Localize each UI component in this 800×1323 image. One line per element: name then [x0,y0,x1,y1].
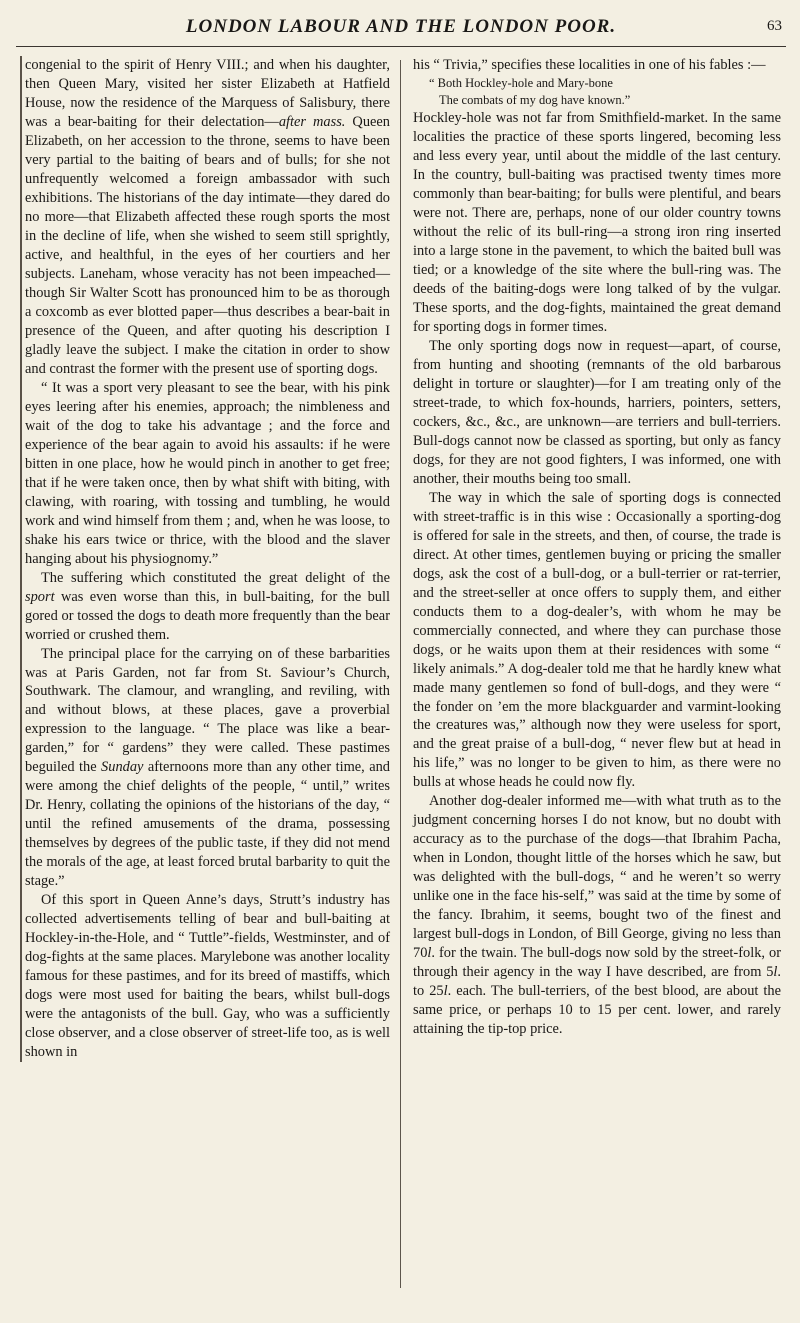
paragraph: The principal place for the carrying on of these barbarities was at Paris Garden, not far from St. Saviour’s Church, Southwark. The clamour, and wrangling, and reviling, with and without blows, at these places, gave a proverbial expression to the language. “ The place was like a bear-garden,” for “ gardens” they were called. These pastimes beguiled the Sunday afternoons more than any other time, and were among the chief delights of the people, “ until,” writes Dr. Henry, collating the opinions of the historians of the day, “ until the refined amusements of the drama, possessing themselves by degrees of the public taste, if they did not mend the morals of the age, at least forced brutal barbarity to quit the stage.” [25,645,390,890]
page-number: 63 [767,18,782,34]
paragraph: congenial to the spirit of Henry VIII.; and when his daughter, then Queen Mary, visited her sister Elizabeth at Hatfield House, now the residence of the Marquess of Salisbury, there was a bear-baiting for their delectation—after mass. Queen Elizabeth, on her accession to the throne, seems to have been very partial to the baiting of bears and of bulls; for she not unfrequently welcomed a foreign ambassador with such exhibitions. The historians of the day intimate—they dared do no more—that Elizabeth affected these rough sports the most in the decline of life, when she wished to seem still sprightly, active, and healthful, in the eyes of her courtiers and her subjects. Laneham, whose veracity has not been impeached—though Sir Walter Scott has pronounced him to be as thorough a coxcomb as ever blotted paper—thus describes a bear-bait in presence of the Queen, and after quoting his description I gladly leave the subject. I make the citation in order to show and contrast the former with the present use of sporting dogs. [25,57,390,377]
italic-text: Sunday [101,759,144,776]
italic-text: l [773,964,778,981]
paragraph: Another dog-dealer informed me—with what truth as to the judgment concerning horses I do not know, but no doubt with accuracy as to the purchase of the dogs—that Ibrahim Pacha, when in London, thought little of the horses which he saw, but was delighted with the bull-dogs, “ and he weren’t so werry unlike one in the face his-self,” was said at the time by some of the fancy. Ibrahim, it seems, bought two of the finest and largest bull-dogs in London, of Bill George, giving no less than 70l. for the twain. The bull-dogs now sold by the street-folk, or through their agency in the way I have described, are from 5l. to 25l. each. The bull-terriers, of the best blood, are about the same price, or perhaps 10 to 15 per cent. lower, and rarely attaining the tip-top price. [413,793,781,1038]
verse-line: The combats of my dog have known.” [439,92,631,107]
page-title: LONDON LABOUR AND THE LONDON POOR. [185,16,617,37]
column-divider [400,60,401,1288]
paragraph: his “ Trivia,” specifies these localities in one of his fables :— [413,57,766,73]
running-header [16,6,786,47]
paragraph: The only sporting dogs now in request—apart, of course, from hunting and shooting (remnants of the old barbarous delight in torture or slaughter)—for I am treating only of the street-trade, to which fox-hounds, harriers, pointers, setters, cockers, &c., &c., are unknown—are terriers and bull-terriers. Bull-dogs cannot now be classed as sporting, but only as fancy dogs, for they are not good fighters, I was informed, one with another, their mouths being too small. [413,337,781,487]
right-column [413,56,781,1039]
paragraph: The suffering which constituted the great delight of the sport was even worse than this, in bull-baiting, for the bull gored or tossed the dogs to death more frequently than the bear worried or crushed them. [25,569,390,643]
italic-text: sport [25,588,55,605]
italic-text: l [427,945,432,962]
verse-line: “ Both Hockley-hole and Mary-bone [429,75,613,90]
paragraph: “ It was a sport very pleasant to see the bear, with his pink eyes leering after his enemies, approach; the nimbleness and wait of the dog to take his advantage ; and the force and experience of the bear again to avoid his assaults: if he were bitten in one place, how he would pinch in another to get free; that if he were taken once, then by what shift with biting, with clawing, with roaring, with tossing and tumbling, he would work and wind himself from them ; and, when he was loose, to shake his ears twice or thrice, with the blood and the slaver hanging about his physiognomy.” [25,379,390,567]
paragraph: Of this sport in Queen Anne’s days, Strutt’s industry has collected advertisements telling of bear and bull-baiting at Hockley-in-the-Hole, and “ Tuttle”-fields, Westminster, and of dog-fights at the same places. Marylebone was another locality famous for these pastimes, and for its breed of mastiffs, which dogs were most used for baiting the bears, whilst bull-dogs were the antagonists of the bull. Gay, who was a sufficiently close observer, and a close observer of street-life too, as is well shown in [25,892,390,1061]
italic-text: after mass. [278,113,346,130]
paragraph: The way in which the sale of sporting dogs is connected with street-traffic is in this wise : Occasionally a sporting-dog is offered for sale in the streets, and then, of course, the trade is direct. At other times, gentlemen buying or pricing the smaller dogs, ask the cost of a bull-dog, or a bull-terrier or rat-terrier, and the street-seller at once offers to supply them, and either conducts them to a dog-dealer’s, with whom he may be commercially connected, and where they can purchase those dogs, or he waits upon them at their residences with some “ likely animals.” A dog-dealer told me that he hardly knew what made many gentlemen so fond of bull-dogs, and they were “ the fonder on ’em the more blackguarder and varmint-looking the creatures was,” although now they were useless for sport, and the great praise of a bull-dog, “ never flew but at head in his life,” was no longer to be given to him, as there were no bulls at whose heads he could now fly. [413,489,781,791]
left-column [20,56,390,1062]
italic-text: l [443,983,448,1000]
paragraph: Hockley-hole was not far from Smithfield-market. In the same localities the practice of these sports lingered, becoming less and less every year, until about the middle of the last century. In the country, bull-baiting was practised twenty times more commonly than bear-baiting; for bulls were plentiful, and bears were not. There are, perhaps, none of our older country towns without the relic of its bull-ring—a strong iron ring inserted into a large stone in the pavement, to which the baited bull was tied; or a knowledge of the site where the bull-ring was. The deeds of the baiting-dogs were long talked of by the vulgar. These sports, and the dog-fights, maintained the great demand for sporting dogs in former times. [413,109,781,335]
